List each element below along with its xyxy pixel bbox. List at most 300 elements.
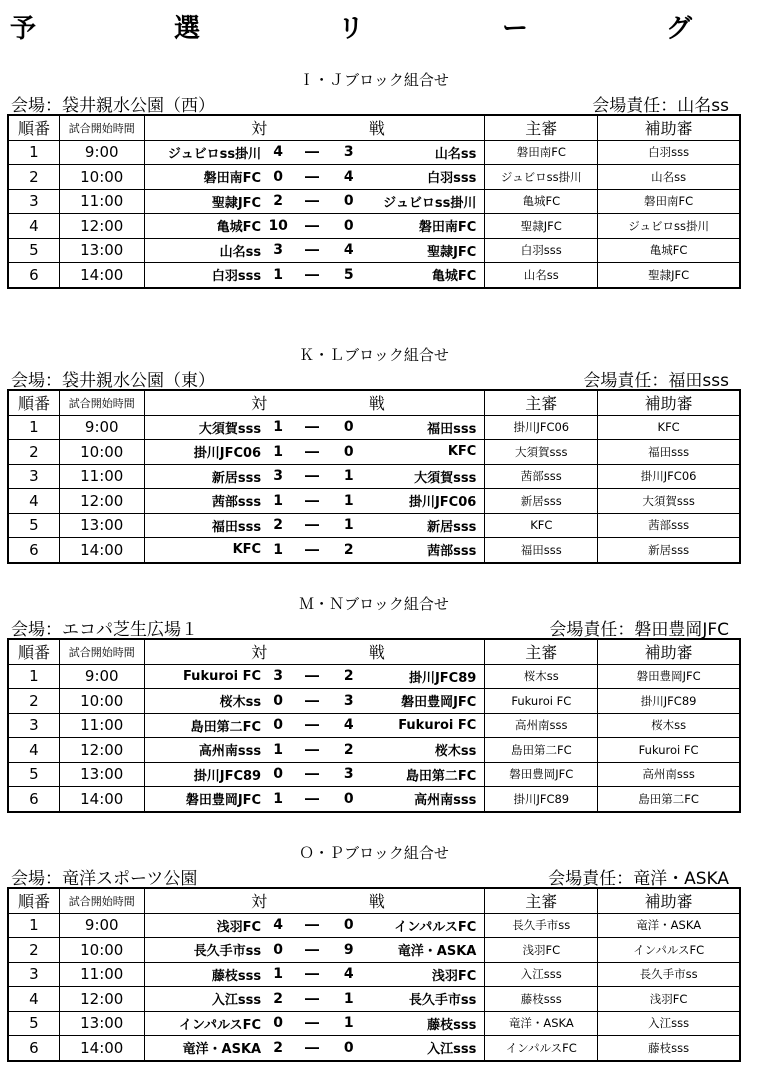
assistant-referee: 白羽sss [598, 140, 740, 165]
match-time: 11:00 [59, 464, 144, 489]
team-a: 白羽sss [144, 263, 267, 288]
block-section [7, 70, 741, 289]
score-a: 0 [267, 762, 289, 787]
table-row [8, 140, 740, 165]
score-dash: ― [289, 713, 334, 738]
team-b: 桜木ss [363, 738, 485, 763]
team-a: インパルスFC [144, 1011, 267, 1036]
match-order: 2 [8, 440, 59, 465]
venue-label: 会場：袋井親水公園（西） [11, 96, 215, 116]
match-order: 6 [8, 1036, 59, 1061]
table-row [8, 165, 740, 190]
team-a: 長久手市ss [144, 938, 267, 963]
referee: 掛川JFC06 [485, 415, 598, 440]
table-row [8, 464, 740, 489]
score-b: 1 [335, 464, 363, 489]
match-order: 1 [8, 664, 59, 689]
assistant-referee: 高州南sss [598, 762, 740, 787]
score-dash: ― [289, 738, 334, 763]
referee: 白羽sss [485, 238, 598, 263]
assistant-referee: 藤枝sss [598, 1036, 740, 1061]
assistant-referee: 島田第二FC [598, 787, 740, 812]
team-a: 山名ss [144, 238, 267, 263]
referee: 入江sss [485, 962, 598, 987]
venue-label: 会場：袋井親水公園（東） [11, 371, 215, 391]
match-order: 1 [8, 913, 59, 938]
table-header-row [8, 390, 740, 415]
venue-row [7, 365, 741, 389]
team-b: 島田第二FC [363, 762, 485, 787]
team-b: 掛川JFC89 [363, 664, 485, 689]
match-order: 3 [8, 713, 59, 738]
score-b: 5 [335, 263, 363, 288]
team-b: 藤枝sss [363, 1011, 485, 1036]
table-row [8, 664, 740, 689]
score-a: 1 [267, 489, 289, 514]
team-a: 掛川JFC06 [144, 440, 267, 465]
score-dash: ― [289, 787, 334, 812]
team-b: 竜洋・ASKA [363, 938, 485, 963]
block-combo-title: Ｉ・Ｊブロック組合せ [299, 71, 449, 89]
score-a: 10 [267, 214, 289, 239]
header-spacer [267, 390, 289, 415]
table-row [8, 713, 740, 738]
page-title: 予 選 リ ー グ [9, 14, 748, 44]
table-row [8, 189, 740, 214]
referee: 桜木ss [485, 664, 598, 689]
team-a: 大須賀sss [144, 415, 267, 440]
venue-responsible: 会場責任：福田sss [583, 371, 729, 391]
header-spacer [335, 390, 363, 415]
match-time: 9:00 [59, 415, 144, 440]
score-dash: ― [289, 214, 334, 239]
header-spacer [289, 888, 334, 913]
header-spacer [267, 888, 289, 913]
score-dash: ― [289, 513, 334, 538]
match-order: 5 [8, 238, 59, 263]
table-row [8, 938, 740, 963]
team-a: 聖隷JFC [144, 189, 267, 214]
score-b: 0 [335, 1036, 363, 1061]
table-row [8, 962, 740, 987]
header-spacer [289, 115, 334, 140]
score-dash: ― [289, 489, 334, 514]
referee: 福田sss [485, 538, 598, 563]
match-time: 14:00 [59, 1036, 144, 1061]
assistant-referee: 掛川JFC06 [598, 464, 740, 489]
assistant-referee: 大須賀sss [598, 489, 740, 514]
assistant-referee: 新居sss [598, 538, 740, 563]
header-spacer [289, 390, 334, 415]
match-time: 10:00 [59, 938, 144, 963]
block-combo-title: Ｋ・Ｌブロック組合せ [299, 346, 449, 364]
score-b: 4 [335, 238, 363, 263]
team-b: 長久手市ss [363, 987, 485, 1012]
header-assistant: 補助審 [598, 639, 740, 664]
team-a: 島田第二FC [144, 713, 267, 738]
assistant-referee: 茜部sss [598, 513, 740, 538]
score-a: 1 [267, 263, 289, 288]
match-time: 12:00 [59, 738, 144, 763]
table-row [8, 689, 740, 714]
header-spacer [335, 888, 363, 913]
team-a: 竜洋・ASKA [144, 1036, 267, 1061]
team-b: 掛川JFC06 [363, 489, 485, 514]
header-order: 順番 [8, 390, 59, 415]
header-vs: 対 [144, 115, 267, 140]
match-time: 9:00 [59, 140, 144, 165]
header-spacer [267, 115, 289, 140]
match-time: 13:00 [59, 762, 144, 787]
block-combo-title: Ｏ・Ｐブロック組合せ [299, 844, 449, 862]
match-order: 3 [8, 189, 59, 214]
match-order: 5 [8, 1011, 59, 1036]
score-a: 1 [267, 440, 289, 465]
header-spacer [335, 115, 363, 140]
score-b: 4 [335, 713, 363, 738]
referee: 亀城FC [485, 189, 598, 214]
match-time: 11:00 [59, 713, 144, 738]
match-time: 14:00 [59, 263, 144, 288]
team-a: 桜木ss [144, 689, 267, 714]
header-vs: 対 [144, 639, 267, 664]
match-time: 10:00 [59, 689, 144, 714]
score-dash: ― [289, 1036, 334, 1061]
assistant-referee: 磐田豊岡JFC [598, 664, 740, 689]
referee: 山名ss [485, 263, 598, 288]
team-b: Fukuroi FC [363, 713, 485, 738]
score-a: 4 [267, 913, 289, 938]
table-row [8, 787, 740, 812]
venue-responsible: 会場責任：磐田豊岡JFC [549, 620, 729, 640]
assistant-referee: 掛川JFC89 [598, 689, 740, 714]
table-row [8, 238, 740, 263]
block-combo-title: Ｍ・Ｎブロック組合せ [299, 595, 449, 613]
score-a: 1 [267, 415, 289, 440]
assistant-referee: 山名ss [598, 165, 740, 190]
score-a: 0 [267, 1011, 289, 1036]
score-b: 2 [335, 664, 363, 689]
score-dash: ― [289, 238, 334, 263]
assistant-referee: ジュビロss掛川 [598, 214, 740, 239]
team-a: KFC [144, 538, 267, 563]
schedule-table [7, 887, 741, 1062]
score-b: 0 [335, 189, 363, 214]
score-a: 1 [267, 738, 289, 763]
match-time: 12:00 [59, 987, 144, 1012]
match-time: 13:00 [59, 1011, 144, 1036]
team-a: 掛川JFC89 [144, 762, 267, 787]
table-row [8, 1011, 740, 1036]
header-order: 順番 [8, 115, 59, 140]
referee: 浅羽FC [485, 938, 598, 963]
score-b: 0 [335, 440, 363, 465]
match-time: 9:00 [59, 913, 144, 938]
header-vs: 対 [144, 888, 267, 913]
assistant-referee: 浅羽FC [598, 987, 740, 1012]
match-order: 5 [8, 762, 59, 787]
match-time: 10:00 [59, 165, 144, 190]
referee: 高州南sss [485, 713, 598, 738]
match-time: 14:00 [59, 787, 144, 812]
score-a: 4 [267, 140, 289, 165]
team-a: 磐田豊岡JFC [144, 787, 267, 812]
assistant-referee: 亀城FC [598, 238, 740, 263]
referee: 長久手市ss [485, 913, 598, 938]
block-section [7, 594, 741, 813]
team-b: 山名ss [363, 140, 485, 165]
match-time: 11:00 [59, 189, 144, 214]
referee: 聖隷JFC [485, 214, 598, 239]
block-section [7, 345, 741, 564]
score-b: 4 [335, 165, 363, 190]
score-a: 3 [267, 664, 289, 689]
referee: Fukuroi FC [485, 689, 598, 714]
team-b: インパルスFC [363, 913, 485, 938]
table-row [8, 738, 740, 763]
score-b: 4 [335, 962, 363, 987]
score-b: 2 [335, 738, 363, 763]
score-a: 0 [267, 713, 289, 738]
score-a: 2 [267, 513, 289, 538]
referee: 新居sss [485, 489, 598, 514]
referee: 島田第二FC [485, 738, 598, 763]
match-order: 2 [8, 938, 59, 963]
header-start-time: 試合開始時間 [59, 639, 144, 664]
team-b: 白羽sss [363, 165, 485, 190]
table-row [8, 538, 740, 563]
team-a: 茜部sss [144, 489, 267, 514]
header-vs: 対 [144, 390, 267, 415]
match-order: 6 [8, 787, 59, 812]
team-b: 浅羽FC [363, 962, 485, 987]
score-dash: ― [289, 415, 334, 440]
team-b: 磐田南FC [363, 214, 485, 239]
schedule-table [7, 389, 741, 564]
header-spacer [335, 639, 363, 664]
assistant-referee: 聖隷JFC [598, 263, 740, 288]
match-order: 4 [8, 489, 59, 514]
header-assistant: 補助審 [598, 888, 740, 913]
team-a: 亀城FC [144, 214, 267, 239]
score-b: 3 [335, 689, 363, 714]
match-order: 3 [8, 464, 59, 489]
block-section [7, 843, 741, 1062]
header-start-time: 試合開始時間 [59, 888, 144, 913]
header-match: 戦 [363, 639, 485, 664]
assistant-referee: Fukuroi FC [598, 738, 740, 763]
header-referee: 主審 [485, 115, 598, 140]
header-assistant: 補助審 [598, 390, 740, 415]
team-b: 茜部sss [363, 538, 485, 563]
score-a: 0 [267, 165, 289, 190]
score-b: 1 [335, 1011, 363, 1036]
referee: 大須賀sss [485, 440, 598, 465]
assistant-referee: 長久手市ss [598, 962, 740, 987]
team-b: KFC [363, 440, 485, 465]
score-b: 1 [335, 489, 363, 514]
match-order: 4 [8, 987, 59, 1012]
assistant-referee: インパルスFC [598, 938, 740, 963]
venue-row [7, 863, 741, 887]
score-a: 3 [267, 464, 289, 489]
team-b: 入江sss [363, 1036, 485, 1061]
referee: 茜部sss [485, 464, 598, 489]
team-b: 新居sss [363, 513, 485, 538]
header-order: 順番 [8, 639, 59, 664]
score-dash: ― [289, 762, 334, 787]
score-dash: ― [289, 962, 334, 987]
team-b: 大須賀sss [363, 464, 485, 489]
score-a: 1 [267, 787, 289, 812]
match-time: 12:00 [59, 214, 144, 239]
team-a: ジュビロss掛川 [144, 140, 267, 165]
header-match: 戦 [363, 115, 485, 140]
match-time: 14:00 [59, 538, 144, 563]
header-referee: 主審 [485, 390, 598, 415]
score-b: 3 [335, 140, 363, 165]
referee: インパルスFC [485, 1036, 598, 1061]
match-order: 3 [8, 962, 59, 987]
table-row [8, 263, 740, 288]
score-a: 3 [267, 238, 289, 263]
assistant-referee: KFC [598, 415, 740, 440]
score-b: 0 [335, 787, 363, 812]
match-time: 13:00 [59, 238, 144, 263]
team-b: 高州南sss [363, 787, 485, 812]
referee: KFC [485, 513, 598, 538]
venue-row [7, 614, 741, 638]
header-spacer [267, 639, 289, 664]
header-match: 戦 [363, 390, 485, 415]
score-b: 0 [335, 913, 363, 938]
referee: 藤枝sss [485, 987, 598, 1012]
assistant-referee: 福田sss [598, 440, 740, 465]
referee: 竜洋・ASKA [485, 1011, 598, 1036]
header-match: 戦 [363, 888, 485, 913]
match-order: 6 [8, 538, 59, 563]
match-order: 4 [8, 738, 59, 763]
table-row [8, 214, 740, 239]
header-spacer [289, 639, 334, 664]
match-time: 13:00 [59, 513, 144, 538]
table-header-row [8, 888, 740, 913]
match-order: 6 [8, 263, 59, 288]
match-order: 1 [8, 415, 59, 440]
table-row [8, 987, 740, 1012]
match-time: 9:00 [59, 664, 144, 689]
referee: 掛川JFC89 [485, 787, 598, 812]
team-b: 亀城FC [363, 263, 485, 288]
table-header-row [8, 115, 740, 140]
score-a: 2 [267, 987, 289, 1012]
table-row [8, 762, 740, 787]
assistant-referee: 竜洋・ASKA [598, 913, 740, 938]
venue-row [7, 90, 741, 114]
score-b: 3 [335, 762, 363, 787]
score-b: 0 [335, 415, 363, 440]
header-referee: 主審 [485, 888, 598, 913]
referee: 磐田南FC [485, 140, 598, 165]
score-b: 9 [335, 938, 363, 963]
table-row [8, 913, 740, 938]
table-header-row [8, 639, 740, 664]
header-assistant: 補助審 [598, 115, 740, 140]
match-order: 2 [8, 689, 59, 714]
table-row [8, 489, 740, 514]
score-a: 0 [267, 689, 289, 714]
team-a: 藤枝sss [144, 962, 267, 987]
venue-label: 会場：竜洋スポーツ公園 [11, 869, 198, 889]
score-dash: ― [289, 538, 334, 563]
team-b: 聖隷JFC [363, 238, 485, 263]
score-dash: ― [289, 440, 334, 465]
score-dash: ― [289, 464, 334, 489]
referee: ジュビロss掛川 [485, 165, 598, 190]
table-row [8, 440, 740, 465]
score-a: 2 [267, 189, 289, 214]
header-referee: 主審 [485, 639, 598, 664]
header-start-time: 試合開始時間 [59, 115, 144, 140]
team-a: 福田sss [144, 513, 267, 538]
team-a: 浅羽FC [144, 913, 267, 938]
score-dash: ― [289, 689, 334, 714]
score-dash: ― [289, 189, 334, 214]
score-dash: ― [289, 1011, 334, 1036]
match-order: 1 [8, 140, 59, 165]
assistant-referee: 磐田南FC [598, 189, 740, 214]
venue-label: 会場：エコパ芝生広場１ [11, 620, 198, 640]
team-a: Fukuroi FC [144, 664, 267, 689]
score-dash: ― [289, 140, 334, 165]
assistant-referee: 桜木ss [598, 713, 740, 738]
match-order: 4 [8, 214, 59, 239]
match-order: 5 [8, 513, 59, 538]
score-dash: ― [289, 987, 334, 1012]
score-dash: ― [289, 664, 334, 689]
header-order: 順番 [8, 888, 59, 913]
table-row [8, 415, 740, 440]
header-start-time: 試合開始時間 [59, 390, 144, 415]
team-a: 高州南sss [144, 738, 267, 763]
team-b: ジュビロss掛川 [363, 189, 485, 214]
score-a: 0 [267, 938, 289, 963]
match-time: 10:00 [59, 440, 144, 465]
score-b: 0 [335, 214, 363, 239]
score-a: 2 [267, 1036, 289, 1061]
score-b: 2 [335, 538, 363, 563]
team-b: 磐田豊岡JFC [363, 689, 485, 714]
score-dash: ― [289, 263, 334, 288]
match-order: 2 [8, 165, 59, 190]
venue-responsible: 会場責任：竜洋・ASKA [548, 869, 729, 889]
score-a: 1 [267, 962, 289, 987]
team-a: 磐田南FC [144, 165, 267, 190]
score-dash: ― [289, 938, 334, 963]
schedule-table [7, 638, 741, 813]
match-time: 12:00 [59, 489, 144, 514]
team-a: 入江sss [144, 987, 267, 1012]
assistant-referee: 入江sss [598, 1011, 740, 1036]
venue-responsible: 会場責任：山名ss [592, 96, 729, 116]
table-row [8, 1036, 740, 1061]
schedule-table [7, 114, 741, 289]
score-dash: ― [289, 913, 334, 938]
team-a: 新居sss [144, 464, 267, 489]
score-b: 1 [335, 987, 363, 1012]
score-b: 1 [335, 513, 363, 538]
match-time: 11:00 [59, 962, 144, 987]
